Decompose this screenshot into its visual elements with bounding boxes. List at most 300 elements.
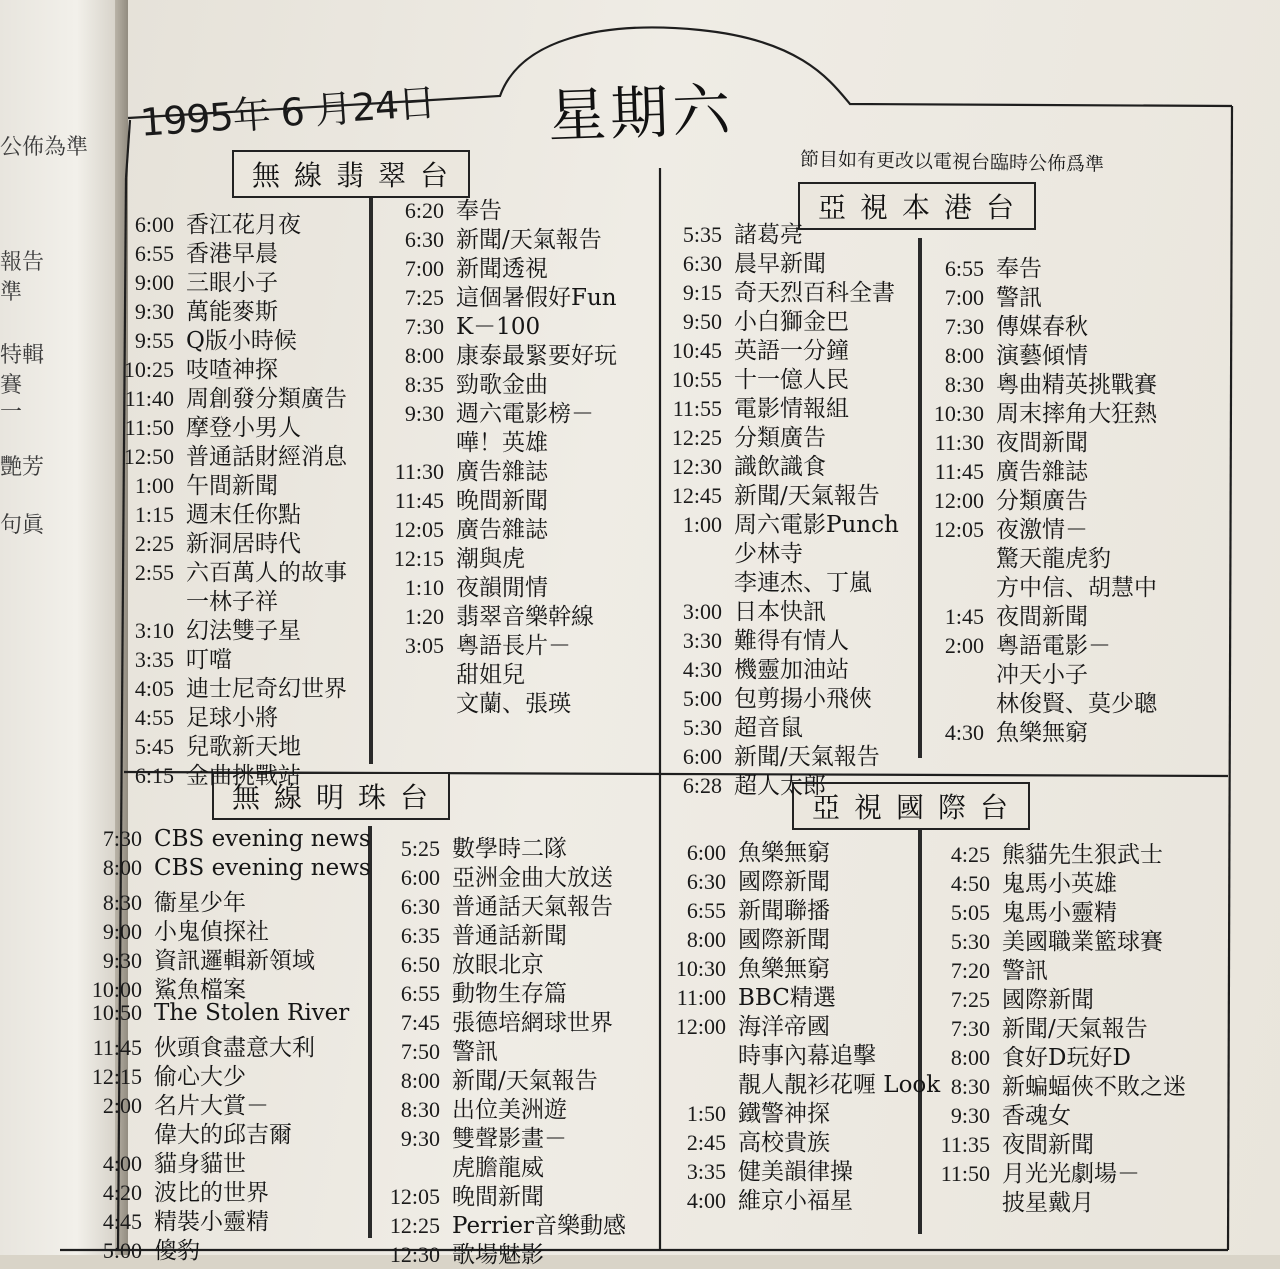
program-title: 月光光劇場－ bbox=[1002, 1161, 1140, 1187]
program-time: 7:25 bbox=[950, 987, 990, 1012]
program-row bbox=[82, 1087, 371, 1119]
program-time: 12:25 bbox=[389, 1213, 440, 1238]
program-row bbox=[656, 216, 899, 248]
program-time: 11:35 bbox=[940, 1132, 990, 1157]
program-row bbox=[108, 699, 347, 731]
program-row bbox=[374, 917, 626, 949]
program-time: 1:00 bbox=[134, 473, 174, 498]
program-row bbox=[660, 950, 940, 982]
program-time: 5:25 bbox=[400, 836, 440, 861]
program-title: 粵語電影－ bbox=[996, 633, 1111, 659]
program-row bbox=[924, 836, 1186, 868]
program-title: 時事內幕追擊 bbox=[738, 1043, 876, 1069]
program-time: 6:50 bbox=[400, 952, 440, 977]
program-time: 10:00 bbox=[91, 977, 142, 1002]
program-row bbox=[374, 946, 626, 978]
schedule-column bbox=[656, 216, 899, 799]
program-row bbox=[656, 303, 899, 335]
program-time: 7:30 bbox=[944, 314, 984, 339]
program-row bbox=[918, 424, 1157, 456]
program-title: 數學時二隊 bbox=[452, 836, 567, 862]
program-row bbox=[374, 1178, 626, 1210]
program-title: 雙聲影畫－ bbox=[452, 1126, 567, 1152]
program-row bbox=[374, 1004, 626, 1036]
program-row bbox=[656, 274, 899, 306]
program-row bbox=[656, 767, 899, 799]
left-page-line: 艷芳 bbox=[0, 455, 45, 480]
program-time: 9:15 bbox=[682, 280, 722, 305]
program-row bbox=[108, 380, 347, 412]
program-title: 迪士尼奇幻世界 bbox=[186, 676, 347, 702]
program-time: 4:00 bbox=[686, 1188, 726, 1213]
program-title: 貓身貓世 bbox=[154, 1151, 246, 1177]
program-time: 4:05 bbox=[134, 676, 174, 701]
program-time: 9:30 bbox=[102, 948, 142, 973]
program-row bbox=[660, 921, 940, 953]
program-row bbox=[656, 709, 899, 741]
program-time: 1:15 bbox=[134, 502, 174, 527]
program-time: 5:00 bbox=[102, 1238, 142, 1263]
program-time: 7:30 bbox=[404, 314, 444, 339]
program-title: 國際新聞 bbox=[738, 869, 830, 895]
program-row bbox=[918, 569, 1157, 601]
program-row bbox=[82, 884, 371, 916]
program-row bbox=[660, 863, 940, 895]
program-row bbox=[924, 923, 1186, 955]
program-title: 奉告 bbox=[456, 198, 502, 224]
program-title: 放眼北京 bbox=[452, 952, 544, 978]
program-title: 新聞聯播 bbox=[738, 898, 830, 924]
program-title: 新洞居時代 bbox=[186, 531, 301, 557]
program-time: 6:20 bbox=[404, 198, 444, 223]
program-row bbox=[924, 1184, 1186, 1216]
program-time: 2:55 bbox=[134, 560, 174, 585]
program-title: 夜激情－ bbox=[996, 517, 1088, 543]
program-row bbox=[918, 279, 1157, 311]
program-title: 康泰最緊要好玩 bbox=[456, 343, 617, 369]
program-title: 伙頭食盡意大利 bbox=[154, 1035, 315, 1061]
program-row bbox=[82, 1116, 371, 1148]
program-title: 勁歌金曲 bbox=[456, 372, 548, 398]
program-title: 周末摔角大狂熱 bbox=[996, 401, 1157, 427]
program-row bbox=[378, 424, 617, 456]
program-row bbox=[378, 627, 617, 659]
program-title: 鯊魚檔案 bbox=[154, 977, 246, 1003]
program-time: 4:25 bbox=[950, 842, 990, 867]
program-title: 警訊 bbox=[452, 1039, 498, 1065]
program-row bbox=[108, 206, 347, 238]
program-title: 波比的世界 bbox=[154, 1180, 269, 1206]
program-time: 11:30 bbox=[934, 430, 984, 455]
program-title: 一林子祥 bbox=[186, 589, 278, 615]
program-time: 3:05 bbox=[404, 633, 444, 658]
program-row bbox=[378, 453, 617, 485]
program-title: 難得有情人 bbox=[734, 628, 849, 654]
program-title: 國際新聞 bbox=[1002, 987, 1094, 1013]
program-time: 9:50 bbox=[682, 309, 722, 334]
program-time: 3:35 bbox=[134, 647, 174, 672]
program-title: 翡翠音樂幹線 bbox=[456, 604, 594, 630]
program-time: 10:55 bbox=[671, 367, 722, 392]
program-row bbox=[108, 264, 347, 296]
program-time: 12:05 bbox=[933, 517, 984, 542]
program-row bbox=[656, 593, 899, 625]
broadcast-date: 1995年 6 月24日 bbox=[138, 80, 437, 145]
program-title: 兒歌新天地 bbox=[186, 734, 301, 760]
program-time: 12:15 bbox=[91, 1064, 142, 1089]
program-title: 熊貓先生狠武士 bbox=[1002, 842, 1163, 868]
program-row bbox=[918, 511, 1157, 543]
program-row bbox=[378, 308, 617, 340]
program-title: CBS evening news bbox=[154, 826, 371, 852]
program-title: 這個暑假好Fun bbox=[456, 285, 617, 311]
program-time: 3:35 bbox=[686, 1159, 726, 1184]
program-time: 6:55 bbox=[134, 241, 174, 266]
program-row bbox=[656, 506, 899, 538]
program-title: 出位美洲遊 bbox=[452, 1097, 567, 1123]
program-row bbox=[924, 1010, 1186, 1042]
program-title: 方中信、胡慧中 bbox=[996, 575, 1157, 601]
program-time: 8:00 bbox=[944, 343, 984, 368]
program-row bbox=[108, 728, 347, 760]
program-title: 周六電影Punch bbox=[734, 512, 899, 538]
program-row bbox=[378, 540, 617, 572]
program-row bbox=[656, 361, 899, 393]
program-time: 5:00 bbox=[682, 686, 722, 711]
program-title: 海洋帝國 bbox=[738, 1014, 830, 1040]
program-row bbox=[656, 564, 899, 596]
program-title: 廣告雜誌 bbox=[456, 517, 548, 543]
program-time: 12:05 bbox=[393, 517, 444, 542]
program-time: 5:30 bbox=[950, 929, 990, 954]
program-title: 鬼馬小靈精 bbox=[1002, 900, 1117, 926]
program-row bbox=[924, 865, 1186, 897]
program-title: 吱喳神探 bbox=[186, 357, 278, 383]
program-row bbox=[374, 1120, 626, 1152]
program-row bbox=[660, 979, 940, 1011]
program-time: 7:20 bbox=[950, 958, 990, 983]
channel-title-atv-home: 亞視本港台 bbox=[798, 182, 1036, 230]
program-title: 虎膽龍威 bbox=[452, 1155, 544, 1181]
program-title: 粵曲精英挑戰賽 bbox=[996, 372, 1157, 398]
program-title: 食好D玩好D bbox=[1002, 1045, 1131, 1071]
program-time: 9:00 bbox=[102, 919, 142, 944]
program-row bbox=[656, 535, 899, 567]
program-title: 亞洲金曲大放送 bbox=[452, 865, 613, 891]
program-title: 萬能麥斯 bbox=[186, 299, 278, 325]
program-title: 新聞/天氣報告 bbox=[734, 744, 880, 770]
program-row bbox=[374, 1207, 627, 1239]
schedule-column bbox=[374, 830, 627, 1268]
program-title: 摩登小男人 bbox=[186, 415, 301, 441]
program-title: 夜間新聞 bbox=[996, 430, 1088, 456]
program-row bbox=[918, 337, 1157, 369]
program-row bbox=[378, 192, 617, 224]
program-time: 5:45 bbox=[134, 734, 174, 759]
program-row bbox=[378, 337, 617, 369]
program-time: 3:10 bbox=[134, 618, 174, 643]
left-page-line: 句眞 bbox=[0, 513, 45, 538]
program-time: 4:20 bbox=[102, 1180, 142, 1205]
channel-title-tvb-jade: 無線翡翠台 bbox=[232, 150, 470, 198]
program-title: The Stolen River bbox=[154, 1000, 350, 1026]
program-title: 奉告 bbox=[996, 256, 1042, 282]
program-time: 6:35 bbox=[400, 923, 440, 948]
program-time: 2:45 bbox=[686, 1130, 726, 1155]
program-title: 資訊邏輯新領域 bbox=[154, 948, 315, 974]
program-title: 文蘭、張瑛 bbox=[456, 691, 571, 717]
program-time: 6:28 bbox=[682, 773, 722, 798]
program-row bbox=[108, 583, 347, 615]
program-row bbox=[924, 952, 1186, 984]
program-time: 9:30 bbox=[950, 1103, 990, 1128]
program-time: 11:45 bbox=[934, 459, 984, 484]
program-title: 叮噹 bbox=[186, 647, 232, 673]
program-time: 8:30 bbox=[400, 1097, 440, 1122]
program-title: 分類廣告 bbox=[734, 425, 826, 451]
program-title: 足球小將 bbox=[186, 705, 278, 731]
left-page-line: 特輯 bbox=[0, 343, 45, 368]
program-time: 9:30 bbox=[404, 401, 444, 426]
program-row bbox=[918, 366, 1157, 398]
program-row bbox=[108, 612, 347, 644]
program-title: 魚樂無窮 bbox=[738, 956, 830, 982]
program-title: 普通話財經消息 bbox=[186, 444, 347, 470]
program-row bbox=[82, 942, 371, 974]
program-time: 6:00 bbox=[400, 865, 440, 890]
left-page-line: 報告 bbox=[0, 250, 45, 275]
program-title: 夜間新聞 bbox=[1002, 1132, 1094, 1158]
program-row bbox=[924, 981, 1186, 1013]
schedule-column bbox=[924, 836, 1186, 1216]
program-title: 超音鼠 bbox=[734, 715, 803, 741]
program-title: 日本快訊 bbox=[734, 599, 826, 625]
program-time: 4:50 bbox=[950, 871, 990, 896]
program-row bbox=[374, 830, 626, 862]
program-title: 名片大賞－ bbox=[154, 1093, 269, 1119]
program-time: 10:45 bbox=[671, 338, 722, 363]
program-row bbox=[378, 656, 617, 688]
program-row bbox=[378, 569, 617, 601]
program-title: 健美韻律操 bbox=[738, 1159, 853, 1185]
program-row bbox=[656, 448, 899, 480]
program-row bbox=[108, 525, 347, 557]
program-title: 超人太郎 bbox=[734, 773, 826, 799]
program-time: 8:30 bbox=[944, 372, 984, 397]
program-time: 8:00 bbox=[950, 1045, 990, 1070]
program-time: 2:00 bbox=[944, 633, 984, 658]
program-title: 夜間新聞 bbox=[996, 604, 1088, 630]
program-row bbox=[374, 1236, 626, 1268]
program-row bbox=[108, 670, 347, 702]
program-row bbox=[374, 1091, 626, 1123]
program-title: 金曲挑戰站 bbox=[186, 763, 301, 789]
program-row bbox=[108, 235, 347, 267]
program-title: 披星戴月 bbox=[1002, 1190, 1094, 1216]
program-title: 嘩！英雄 bbox=[456, 430, 548, 456]
program-time: 8:30 bbox=[950, 1074, 990, 1099]
program-title: 精裝小靈精 bbox=[154, 1209, 269, 1235]
program-row bbox=[918, 598, 1157, 630]
program-time: 3:30 bbox=[682, 628, 722, 653]
program-row bbox=[378, 250, 617, 282]
program-time: 5:05 bbox=[950, 900, 990, 925]
program-title: 演藝傾情 bbox=[996, 343, 1088, 369]
program-row bbox=[378, 598, 617, 630]
program-row bbox=[108, 293, 347, 325]
program-time: 2:25 bbox=[134, 531, 174, 556]
program-time: 6:00 bbox=[686, 840, 726, 865]
program-row bbox=[378, 279, 617, 311]
program-time: 10:30 bbox=[675, 956, 726, 981]
program-time: 12:30 bbox=[389, 1242, 440, 1267]
program-time: 7:00 bbox=[944, 285, 984, 310]
program-title: 普通話天氣報告 bbox=[452, 894, 613, 920]
program-row bbox=[374, 1062, 626, 1094]
program-time: 6:00 bbox=[134, 212, 174, 237]
program-time: 12:45 bbox=[671, 483, 722, 508]
program-row bbox=[918, 308, 1157, 340]
program-title: 夜韻閒情 bbox=[456, 575, 548, 601]
program-title: 衞星少年 bbox=[154, 890, 246, 916]
program-title: 六百萬人的故事 bbox=[186, 560, 347, 586]
schedule-column bbox=[660, 834, 941, 1214]
program-time: 8:30 bbox=[102, 890, 142, 915]
program-time: 1:00 bbox=[682, 512, 722, 537]
program-time: 11:00 bbox=[676, 985, 726, 1010]
program-title: 鐵警神探 bbox=[738, 1101, 830, 1127]
schedule-column bbox=[378, 192, 617, 717]
schedule-notice: 節目如有更改以電視台臨時公佈爲準 bbox=[799, 148, 1105, 176]
program-time: 6:30 bbox=[686, 869, 726, 894]
program-title: 晚間新聞 bbox=[456, 488, 548, 514]
program-time: 8:35 bbox=[404, 372, 444, 397]
program-row bbox=[108, 554, 347, 586]
program-title: 高校貴族 bbox=[738, 1130, 830, 1156]
program-title: 傳媒春秋 bbox=[996, 314, 1088, 340]
program-time: 6:30 bbox=[400, 894, 440, 919]
program-time: 7:30 bbox=[102, 826, 142, 851]
program-time: 1:45 bbox=[944, 604, 984, 629]
program-time: 11:40 bbox=[124, 386, 174, 411]
program-row bbox=[82, 1232, 371, 1264]
program-row bbox=[108, 351, 347, 383]
program-title: 機靈加油站 bbox=[734, 657, 849, 683]
program-time: 9:00 bbox=[134, 270, 174, 295]
program-time: 6:55 bbox=[944, 256, 984, 281]
program-title: 魚樂無窮 bbox=[996, 720, 1088, 746]
program-time: 5:30 bbox=[682, 715, 722, 740]
program-title: 英語一分鐘 bbox=[734, 338, 849, 364]
program-row bbox=[108, 322, 347, 354]
program-title: 新聞/天氣報告 bbox=[452, 1068, 598, 1094]
program-time: 12:00 bbox=[675, 1014, 726, 1039]
program-time: 12:15 bbox=[393, 546, 444, 571]
program-time: 1:20 bbox=[404, 604, 444, 629]
program-time: 12:50 bbox=[123, 444, 174, 469]
program-title: K－100 bbox=[456, 314, 541, 340]
program-title: 香港早晨 bbox=[186, 241, 278, 267]
program-title: 午間新聞 bbox=[186, 473, 278, 499]
left-page-line: 賽 bbox=[0, 373, 23, 398]
program-title: 鬼馬小英雄 bbox=[1002, 871, 1117, 897]
program-title: 新聞/天氣報告 bbox=[1002, 1016, 1148, 1042]
program-row bbox=[660, 1153, 940, 1185]
program-time: 11:45 bbox=[394, 488, 444, 513]
program-title: 十一億人民 bbox=[734, 367, 849, 393]
program-row bbox=[656, 622, 899, 654]
program-title: Q版小時候 bbox=[186, 328, 297, 354]
program-row bbox=[374, 1033, 626, 1065]
program-time: 8:00 bbox=[102, 855, 142, 880]
program-row bbox=[108, 467, 347, 499]
program-time: 3:00 bbox=[682, 599, 722, 624]
program-time: 4:45 bbox=[102, 1209, 142, 1234]
program-row bbox=[374, 975, 626, 1007]
program-row bbox=[82, 913, 371, 945]
program-row bbox=[378, 685, 617, 717]
program-row bbox=[660, 1095, 940, 1127]
left-page-line: 準 bbox=[0, 280, 23, 305]
program-row bbox=[660, 1066, 941, 1098]
left-page-line: 公佈為準 bbox=[0, 135, 89, 160]
program-title: 粵語長片－ bbox=[456, 633, 571, 659]
program-row bbox=[374, 888, 626, 920]
program-row bbox=[374, 859, 626, 891]
program-time: 8:00 bbox=[404, 343, 444, 368]
program-row bbox=[82, 1000, 371, 1029]
program-row bbox=[82, 1203, 371, 1235]
program-row bbox=[82, 971, 371, 1003]
program-row bbox=[656, 738, 899, 770]
program-row bbox=[656, 477, 899, 509]
program-time: 4:30 bbox=[944, 720, 984, 745]
program-row bbox=[378, 366, 617, 398]
left-page-line: 一 bbox=[0, 400, 23, 425]
program-row bbox=[108, 438, 347, 470]
program-title: 張德培網球世界 bbox=[452, 1010, 613, 1036]
program-title: 新聞/天氣報告 bbox=[456, 227, 602, 253]
program-time: 12:00 bbox=[933, 488, 984, 513]
program-row bbox=[918, 714, 1157, 746]
schedule-column bbox=[918, 250, 1157, 746]
program-row bbox=[374, 1149, 626, 1181]
program-time: 1:10 bbox=[404, 575, 444, 600]
program-row bbox=[82, 1145, 371, 1177]
program-time: 12:25 bbox=[671, 425, 722, 450]
program-title: 偷心大少 bbox=[154, 1064, 246, 1090]
program-time: 11:45 bbox=[92, 1035, 142, 1060]
program-title: CBS evening news bbox=[154, 855, 371, 881]
program-time: 6:30 bbox=[404, 227, 444, 252]
program-row bbox=[660, 1037, 940, 1069]
program-time: 9:55 bbox=[134, 328, 174, 353]
program-row bbox=[660, 892, 940, 924]
weekday-heading: 星期六 bbox=[547, 75, 736, 151]
program-row bbox=[924, 1039, 1186, 1071]
program-row bbox=[656, 419, 899, 451]
program-time: 12:05 bbox=[389, 1184, 440, 1209]
program-title: 驚天龍虎豹 bbox=[996, 546, 1111, 572]
program-row bbox=[918, 453, 1157, 485]
program-row bbox=[656, 390, 899, 422]
program-title: 晨早新聞 bbox=[734, 251, 826, 277]
program-row bbox=[660, 834, 940, 866]
program-title: 新蝙蝠俠不敗之迷 bbox=[1002, 1074, 1186, 1100]
program-time: 9:30 bbox=[134, 299, 174, 324]
program-row bbox=[108, 757, 347, 789]
program-row bbox=[378, 221, 617, 253]
